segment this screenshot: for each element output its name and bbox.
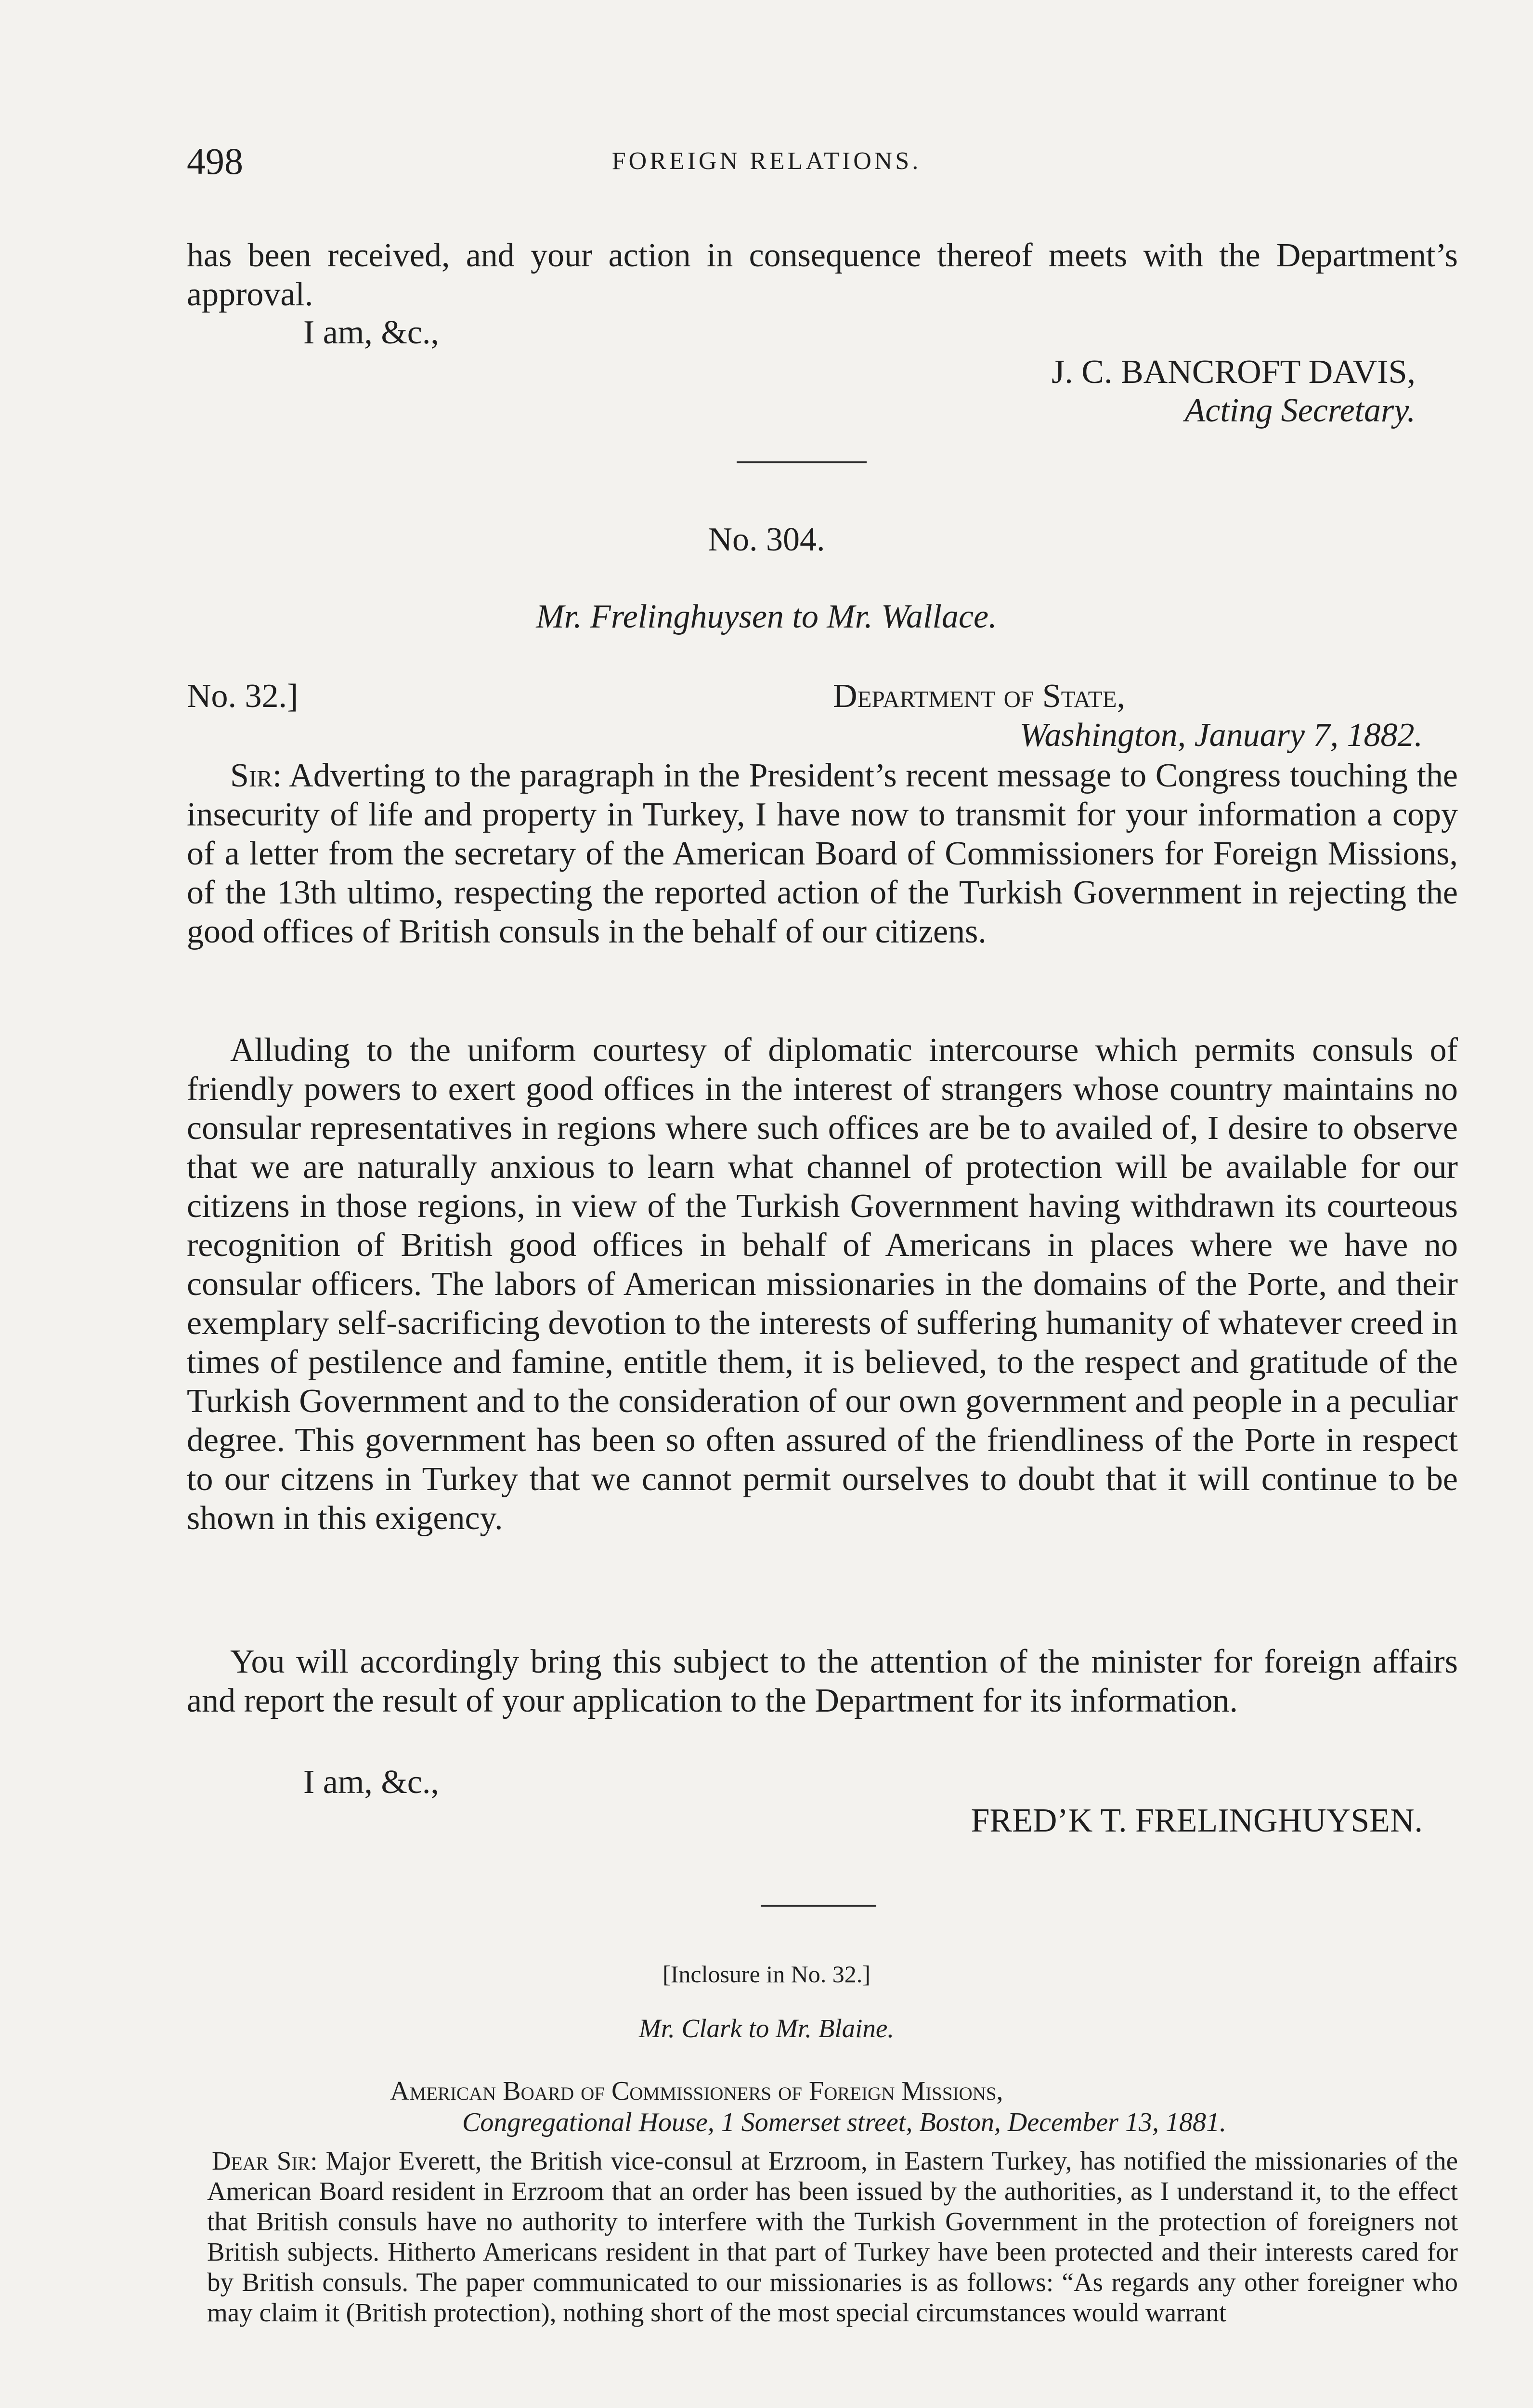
inclosure-organization: American Board of Commissioners of Foreign Missions,	[390, 2076, 1003, 2106]
inclosure-address: Congregational House, 1 Somerset street, Boston, December 13, 1881.	[462, 2107, 1226, 2137]
section-divider	[737, 461, 867, 463]
letter-paragraph-3: You will accordingly bring this subject to the attention of the minister for foreign affairs and report the result of your application to the Department for its information.	[187, 1643, 1458, 1719]
inclosure-divider	[761, 1905, 876, 1907]
previous-letter-signature-title: Acting Secretary.	[1184, 392, 1416, 429]
document-number: No. 304.	[708, 521, 825, 558]
dateline-text: Washington, January 7, 1882.	[1019, 717, 1423, 754]
running-title: FOREIGN RELATIONS.	[611, 147, 922, 175]
paragraph-1-body: Adverting to the paragraph in the President’s recent message to Congress touching the insecurity of life and property in Turkey, I have now to transmit for your information a copy of a letter from the secretary of the American Board of Commissioners for Foreign Missions, of the 13th ultimo, respecting the reported action of the Turkish Government in rejecting the good offices of British consuls in the behalf of our citizens.	[187, 757, 1458, 950]
document-heading: Mr. Frelinghuysen to Mr. Wallace.	[536, 598, 997, 635]
dateline	[722, 716, 1423, 755]
inclosure-body-text: Major Everett, the British vice-consul at Erzroom, in Eastern Turkey, has notified the missionaries of the American Board resident in Erzroom that an order has been issued by the authorities, as I understand it, to the effect that British consuls have no authority to interfere with the Turkish Government in the protection of foreigners not British subjects. Hitherto Americans resident in that part of Turkey have been protected and their interests cared for by British consuls. The paper communicated to our missionaries is as follows: “As regards any other foreigner who may claim it (British protection), nothing short of the most special circumstances would warrant	[207, 2146, 1458, 2327]
salutation: Sir:	[230, 757, 282, 794]
inclosure-label: [Inclosure in No. 32.]	[663, 1961, 870, 1988]
previous-letter-text: has been received, and your action in consequence thereof meets with the Department’s approval.	[187, 237, 1458, 313]
inclosure-heading: Mr. Clark to Mr. Blaine.	[638, 2014, 895, 2043]
letter-paragraph-2: Alluding to the uniform courtesy of diplomatic intercourse which permits consuls of friendly powers to exert good offices in the interest of strangers whose country maintains no consular representatives in regions where such offices are be to availed of, I desire to observe that we are naturally anxious to learn what channel of protection will be available for our citizens in those regions, in view of the Turkish Government having withdrawn its courteous recognition of British good offices in behalf of Americans in places where we have no consular officers. The labors of American missionaries in the domains of the Porte, and their exemplary self-sacrificing devotion to the interests of suffering humanity of whatever creed in times of pestilence and famine, entitle them, it is believed, to the respect and gratitude of the Turkish Government and to the consideration of our own government and people in a peculiar degree. This government has been so often assured of the friendliness of the Porte in respect to our citzens in Turkey that we cannot permit ourselves to doubt that it will continue to be shown in this exigency.	[187, 1032, 1458, 1537]
letter-closing: I am, &c.,	[303, 1764, 439, 1801]
letter-paragraph-1	[187, 756, 1458, 951]
inclosure-body	[207, 2146, 1458, 2328]
department-name: Department of State,	[833, 678, 1126, 715]
page-number: 498	[187, 140, 243, 182]
previous-letter-signature: J. C. BANCROFT DAVIS,	[1052, 353, 1416, 391]
inclosure-salutation: Dear Sir:	[212, 2146, 318, 2175]
dispatch-number: No. 32.]	[187, 678, 299, 715]
previous-letter-closing: I am, &c.,	[303, 314, 439, 351]
letter-signature: FRED’K T. FRELINGHUYSEN.	[971, 1802, 1423, 1839]
